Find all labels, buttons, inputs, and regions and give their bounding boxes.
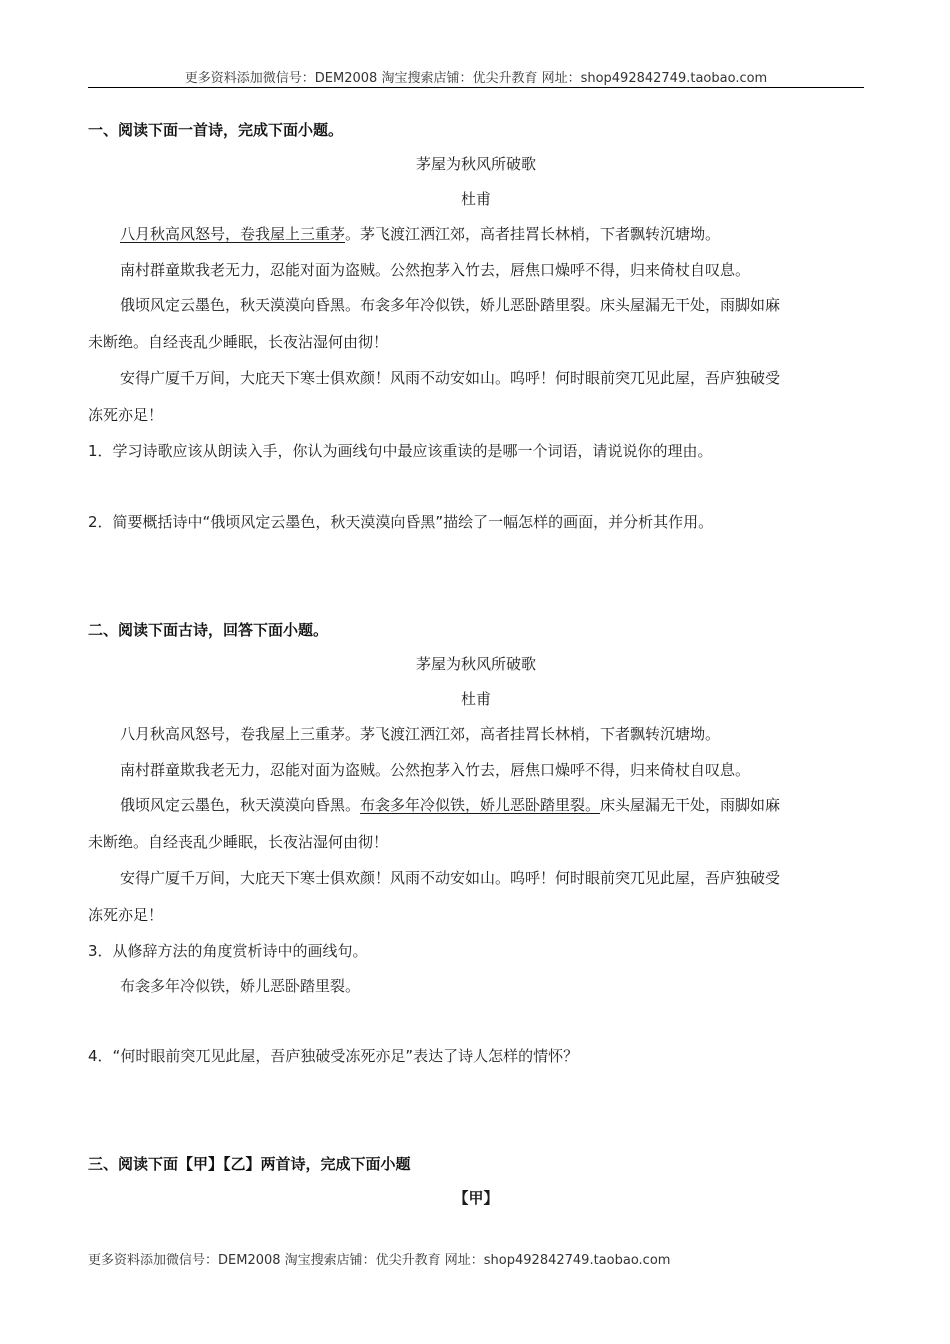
section1-poem-line-2: 南村群童欺我老无力，忍能对面为盗贼。公然抱茅入竹去，唇焦口燥呼不得，归来倚杖自叹息。 <box>120 261 751 279</box>
page-header: 更多资料添加微信号：DEM2008 淘宝搜索店铺：优尖升教育 网址：shop492842749.taobao.com <box>184 71 768 86</box>
section1-heading: 一、阅读下面一首诗，完成下面小题。 <box>88 121 344 139</box>
section1-poem-line-4a: 安得广厦千万间，大庇天下寒士俱欢颜！风雨不动安如山。呜呼！何时眼前突兀见此屋，吾庐独破受 <box>120 369 781 387</box>
header-divider <box>88 87 864 88</box>
section1-author: 杜甫 <box>460 190 491 208</box>
section1-poem-line-3b: 未断绝。自经丧乱少睡眠，长夜沾湿何由彻！ <box>88 333 389 351</box>
section1-line1-rest: 。茅飞渡江洒江郊，高者挂罥长林梢，下者飘转沉塘坳。 <box>345 225 721 243</box>
section2-poem-line-4b: 冻死亦足！ <box>88 906 164 924</box>
question-3: 3．从修辞方法的角度赏析诗中的画线句。 <box>88 942 368 960</box>
section1-poem-title: 茅屋为秋风所破歌 <box>415 155 536 173</box>
section2-poem-line-4a: 安得广厦千万间，大庇天下寒士俱欢颜！风雨不动安如山。呜呼！何时眼前突兀见此屋，吾庐独破受 <box>120 869 781 887</box>
section2-poem-line-1: 八月秋高风怒号，卷我屋上三重茅。茅飞渡江洒江郊，高者挂罥长林梢，下者飘转沉塘坳。 <box>120 725 721 743</box>
question-2: 2．简要概括诗中“俄顷风定云墨色，秋天漠漠向昏黑”描绘了一幅怎样的画面，并分析其作用。 <box>88 513 714 531</box>
section2-poem-line-3b: 未断绝。自经丧乱少睡眠，长夜沾湿何由彻！ <box>88 833 389 851</box>
page-footer: 更多资料添加微信号：DEM2008 淘宝搜索店铺：优尖升教育 网址：shop492842749.taobao.com <box>88 1253 671 1268</box>
section2-poem-title: 茅屋为秋风所破歌 <box>415 655 536 673</box>
section2-poem-line-3a <box>120 794 780 815</box>
section1-underlined-sentence: 八月秋高风怒号，卷我屋上三重茅 <box>120 225 346 243</box>
section2-poem-line-2: 南村群童欺我老无力，忍能对面为盗贼。公然抱茅入竹去，唇焦口燥呼不得，归来倚杖自叹息。 <box>120 761 751 779</box>
section2-heading: 二、阅读下面古诗，回答下面小题。 <box>88 621 329 639</box>
section2-author: 杜甫 <box>460 690 491 708</box>
section3-heading: 三、阅读下面【甲】【乙】两首诗，完成下面小题 <box>88 1155 411 1173</box>
section2-underlined-sentence: 布衾多年冷似铁，娇儿恶卧踏里裂。 <box>360 796 601 814</box>
section1-poem-line-1 <box>120 223 720 244</box>
question-4: 4．“何时眼前突兀见此屋，吾庐独破受冻死亦足”表达了诗人怎样的情怀？ <box>88 1047 579 1065</box>
section1-poem-line-3a: 俄顷风定云墨色，秋天漠漠向昏黑。布衾多年冷似铁，娇儿恶卧踏里裂。床头屋漏无干处，雨脚如麻 <box>120 296 781 314</box>
question-3-quote: 布衾多年冷似铁，娇儿恶卧踏里裂。 <box>120 977 361 995</box>
section2-line3-pre: 俄顷风定云墨色，秋天漠漠向昏黑。 <box>120 796 361 814</box>
section2-line3-post: 床头屋漏无干处，雨脚如麻 <box>600 796 781 814</box>
section3-sub-label: 【甲】 <box>453 1189 499 1207</box>
section1-poem-line-4b: 冻死亦足！ <box>88 406 164 424</box>
question-1: 1．学习诗歌应该从朗读入手，你认为画线句中最应该重读的是哪一个词语，请说说你的理由。 <box>88 442 713 460</box>
